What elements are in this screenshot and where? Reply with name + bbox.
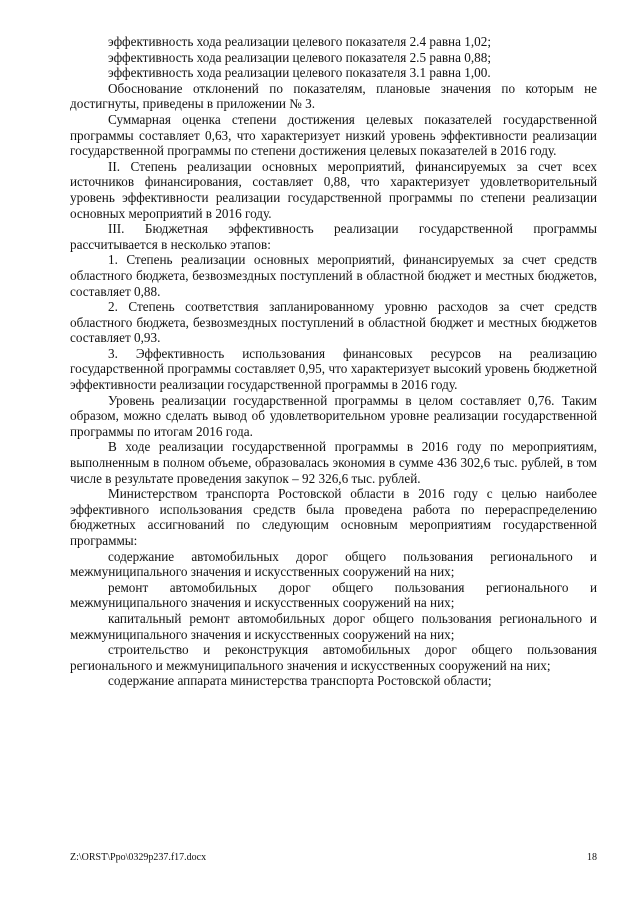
paragraph: содержание аппарата министерства транспорта Ростовской области; [108,673,492,689]
paragraph: Суммарная оценка степени достижения целевых показателей государственной программы составляет 0,63, что характеризует низкий уровень эффективности реализации государственной программы по степени достижения целевых показателей в 2016 году. [70,111,597,159]
paragraph: 2. Степень соответствия запланированному уровню расходов за счет средств областного бюджета, безвозмездных поступлений в областной бюджет и местных бюджетов составляет 0,93. [70,299,597,346]
paragraph: 1. Степень реализации основных мероприятий, финансируемых за счет средств областного бюджета, безвозмездных поступлений в областной бюджет и местных бюджетов, составляет 0,88. [70,252,597,299]
paragraph: В ходе реализации государственной программы в 2016 году по мероприятиям, выполненным в полном объеме, образовалась экономия в сумме 436 302,6 тыс. рублей, в том числе в результате проведения закупок – 92 326,6 тыс. рублей. [70,439,597,486]
paragraph: содержание автомобильных дорог общего пользования регионального и межмуниципального значения и искусственных сооружений на них; [70,548,597,580]
page-footer [70,852,597,866]
paragraph: II. Степень реализации основных мероприятий, финансируемых за счет всех источников финансирования, составляет 0,88, что характеризует удовлетворительный уровень эффективности реализации государственной программы по степени реализации основных мероприятий в 2016 году. [70,158,597,221]
paragraph: III. Бюджетная эффективность реализации государственной программы рассчитывается в несколько этапов: [70,221,597,252]
page-number: 18 [587,852,597,863]
paragraph: капитальный ремонт автомобильных дорог общего пользования регионального и межмуниципального значения и искусственных сооружений на них; [70,610,597,642]
paragraph: Уровень реализации государственной программы в целом составляет 0,76. Таким образом, можно сделать вывод об удовлетворительном уровне реализации государственной программы по итогам 2016 года. [70,392,597,439]
file-path: Z:\ORST\Ppo\0329p237.f17.docx [70,852,207,863]
paragraph: Министерством транспорта Ростовской области в 2016 году с целью наиболее эффективного использования средств была проведена работа по перераспределению бюджетных ассигнований по следующим основным мероприятиям государственной программы: [70,486,597,548]
paragraph: строительство и реконструкция автомобильных дорог общего пользования регионального и межмуниципального значения и искусственных сооружений на них; [70,642,597,673]
document-body [70,34,597,689]
paragraph: 3. Эффективность использования финансовых ресурсов на реализацию государственной программы составляет 0,95, что характеризует высокий уровень бюджетной эффективности реализации государственной программы в 2016 году. [70,345,597,393]
paragraph: Обоснование отклонений по показателям, плановые значения по которым не достигнуты, приведены в приложении № 3. [70,80,597,112]
paragraph: ремонт автомобильных дорог общего пользования регионального и межмуниципального значения и искусственных сооружений на них; [70,579,597,611]
paragraph: эффективность хода реализации целевого показателя 3.1 равна 1,00. [108,65,491,81]
paragraph: эффективность хода реализации целевого показателя 2.4 равна 1,02; [108,34,491,49]
paragraph: эффективность хода реализации целевого показателя 2.5 равна 0,88; [108,49,491,65]
